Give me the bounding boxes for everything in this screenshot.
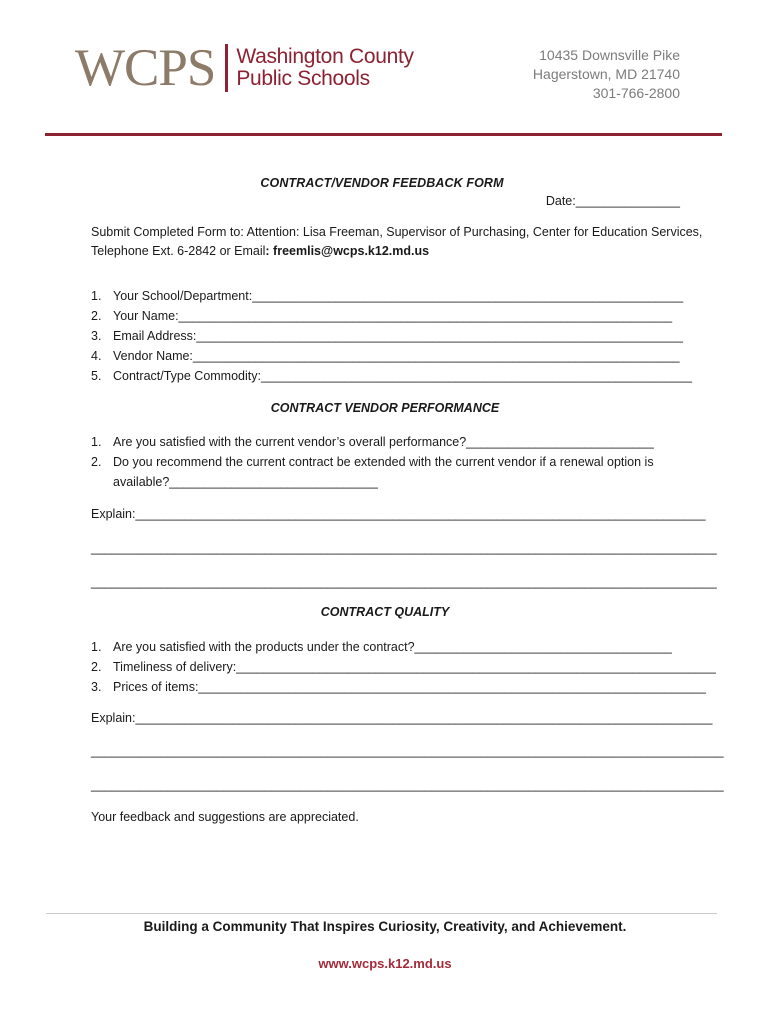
explain-line-2c[interactable]: ___________________________________________________________________________________________ [91,778,724,792]
question-text: Prices of items:_________________________________________________________________________ [113,680,706,694]
question-text: Are you satisfied with the current vendor’s overall performance?___________________________ [113,435,654,449]
field-label: Your School/Department:______________________________________________________________ [113,289,684,303]
list-number: 2. [91,455,102,469]
logo-mark: WCPS [75,39,216,97]
submit-instructions [91,223,711,261]
question-text: Are you satisfied with the products under the contract?_____________________________________ [113,640,672,654]
field-school-department[interactable] [91,286,692,306]
explain-line-1b[interactable]: __________________________________________________________________________________________ [91,541,717,555]
list-number: 2. [91,660,102,674]
submit-text: Submit Completed Form to: Attention: Lisa Freeman, Supervisor of Purchasing, Center for Education Services, Telephone Ext. 6-2842 or Email [91,225,703,258]
question-text-continued: available?______________________________ [113,475,378,489]
address-city: Hagerstown, MD 21740 [532,66,680,82]
address-phone: 301-766-2800 [592,85,680,101]
field-vendor-name[interactable] [91,346,692,366]
question-products-satisfaction[interactable] [91,637,716,657]
field-label: Vendor Name:______________________________________________________________________ [113,349,680,363]
submit-email[interactable]: : freemlis@wcps.k12.md.us [265,244,430,258]
wcps-logo [75,39,414,97]
form-title: CONTRACT/VENDOR FEEDBACK FORM [260,176,504,190]
closing-message: Your feedback and suggestions are appreciated. [91,810,359,824]
list-number: 1. [91,640,102,654]
logo-text [236,46,413,90]
school-address [533,46,680,103]
list-number: 2. [91,309,102,323]
field-label: Your Name:_______________________________________________________________________ [113,309,673,323]
question-item-prices[interactable] [91,677,716,697]
performance-section-title: CONTRACT VENDOR PERFORMANCE [270,401,500,415]
field-label: Contract/Type Commodity:______________________________________________________________ [113,369,692,383]
address-street: 10435 Downsville Pike [539,47,680,63]
date-field[interactable]: Date:_______________ [545,194,680,208]
question-delivery-timeliness[interactable] [91,657,716,677]
logo-line-1: Washington County [236,45,414,68]
quality-list [91,637,716,697]
footer-tagline: Building a Community That Inspires Curiosity, Creativity, and Achievement. [143,919,627,934]
question-extend-contract[interactable] [91,452,654,492]
list-number: 4. [91,349,102,363]
question-overall-performance[interactable] [91,432,654,452]
explain-line-2b[interactable]: ___________________________________________________________________________________________ [91,744,724,758]
footer-divider [46,913,717,914]
logo-divider [225,44,228,92]
question-text: Timeliness of delivery:_____________________________________________________________________ [113,660,716,674]
website-link[interactable]: www.wcps.k12.md.us [318,956,452,971]
field-email-address[interactable] [91,326,692,346]
field-contract-commodity[interactable] [91,366,692,386]
header-divider [45,133,722,136]
question-text: Do you recommend the current contract be extended with the current vendor if a renewal option is [113,455,654,469]
list-number: 1. [91,289,102,303]
explain-field-2[interactable]: Explain:___________________________________________________________________________________ [91,711,713,725]
explain-line-1c[interactable]: __________________________________________________________________________________________ [91,575,717,589]
logo-line-2: Public Schools [236,67,370,90]
quality-section-title: CONTRACT QUALITY [320,605,450,619]
list-number: 3. [91,329,102,343]
list-number: 3. [91,680,102,694]
list-number: 5. [91,369,102,383]
performance-list [91,432,654,492]
field-label: Email Address:______________________________________________________________________ [113,329,684,343]
explain-field-1[interactable]: Explain:__________________________________________________________________________________ [91,507,706,521]
info-field-list [91,286,692,386]
field-your-name[interactable] [91,306,692,326]
list-number: 1. [91,435,102,449]
